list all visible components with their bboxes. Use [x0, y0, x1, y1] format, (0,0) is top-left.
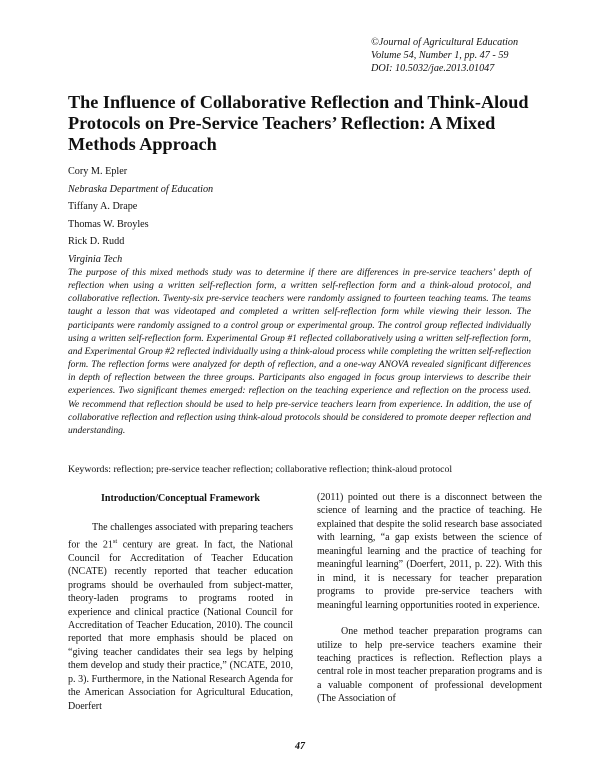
journal-doi: DOI: 10.5032/jae.2013.01047	[371, 63, 495, 74]
section-heading: Introduction/Conceptual Framework	[101, 493, 260, 504]
author-name: Tiffany A. Drape	[68, 201, 138, 213]
left-column	[68, 492, 293, 713]
article-title: The Influence of Collaborative Reflection and Think-Aloud Protocols on Pre-Service Teachers’ Reflection: A Mixed Methods Approach	[68, 92, 529, 154]
author-list	[68, 163, 368, 269]
keywords: Keywords: reflection; pre-service teacher reflection; collaborative reflection; think-aloud protocol	[68, 464, 453, 475]
journal-name: ©Journal of Agricultural Education	[371, 37, 519, 48]
paragraph-gap	[317, 612, 542, 625]
right-column	[317, 491, 542, 706]
journal-header	[371, 36, 571, 75]
body-paragraph	[68, 521, 293, 713]
author-name: Thomas W. Broyles	[68, 218, 149, 230]
author-affiliation: Virginia Tech	[68, 253, 123, 265]
body-paragraph: (2011) pointed out there is a disconnect between the science of learning and the practice of teaching. He explained that despite the solid research base associated with learning, “a gap exists between the science of meaningful learning and the practice of teaching for meaningful learning” (Doerfert, 2011, p. 22). With this in mind, it is necessary for teacher preparation programs to provide pre-service teachers with meaningful learning opportunities rooted in experience.	[317, 492, 542, 611]
author-name: Rick D. Rudd	[68, 236, 125, 248]
body-paragraph: One method teacher preparation programs can utilize to help pre-service teachers examine their teaching practices is reflection. Reflection plays a central role in most teacher preparation programs and is a valuable component of professional development (The Association of	[317, 626, 542, 705]
page-number: 47	[295, 741, 305, 752]
author-name: Cory M. Epler	[68, 166, 128, 177]
paragraph-text: century are great. In fact, the National Council for Accreditation of Teacher Education (NCATE) recently reported that teacher education programs should be overhauled from subject-matter, theory-laden programs to programs rooted in experience and clinical practice (National Council for Accreditation of Teacher Education, 2010). The council reported that more emphasis should be placed on “giving teacher candidates their sea legs by helping them develop and study their practice,” (NCATE, 2010, p. 3). Furthermore, in the National Research Agenda for the American Association for Agricultural Education, Doerfert	[68, 539, 293, 712]
journal-volume: Volume 54, Number 1, pp. 47 - 59	[371, 50, 509, 61]
author-affiliation: Nebraska Department of Education	[68, 183, 214, 195]
abstract: The purpose of this mixed methods study was to determine if there are differences in pre-service teachers’ depth of reflection when using a written self-reflection form, a written self-reflection form and a think-aloud protocol, and collaborative reflection. Twenty-six pre-service teachers were randomly assigned to fourteen teaching teams. The teams taught a lesson that was videotaped and completed a written self-reflection form while viewing their lesson. The participants were randomly assigned to a control group or experimental group. The control group reflected individually using a written self-reflection form. Experimental Group #1 reflected collaboratively using a written self-reflection form, and Experimental Group #2 reflected individually using a think-aloud process while completing the written self-reflection form. The reflection forms were analyzed for depth of reflection, and a one-way ANOVA revealed significant differences in depth of reflection between the three groups. Participants also engaged in focus group interviews to describe their experiences. Two significant themes emerged: reflection on the teaching experience and reflection on the process used. We recommend that reflection should be used to help pre-service teachers learn from experience. In addition, the use of collaborative reflection and reflection using think-aloud protocols should be considered to promote deeper reflection and understanding.	[68, 268, 531, 436]
paragraph-text: The challenges associated with preparing teachers for the 21	[68, 522, 293, 551]
ordinal-superscript: st	[112, 537, 118, 545]
